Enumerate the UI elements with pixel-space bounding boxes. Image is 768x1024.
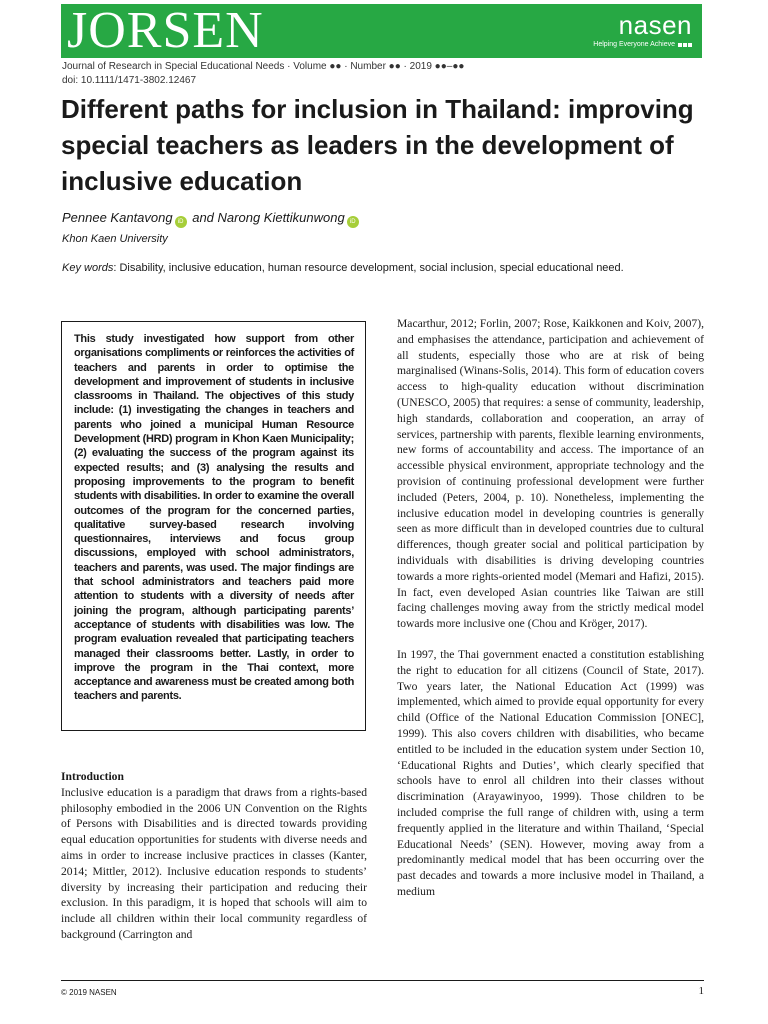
publisher-tagline-text: Helping Everyone Achieve [593, 41, 675, 48]
body-paragraph: Inclusive education is a paradigm that draws from a rights-based philosophy embodied in the 2006 UN Convention on the Rights of Persons with Disabilities and is directed towards providing equal education opportunities for students with diverse needs and aims in order to increase inclusive practices in classes (Kanter, 2014; Mittler, 2012). Inclusive education responds to students’ diversity by increasing their participation and reducing their exclusion. In this paradigm, it is hoped that schools will aim to include all children within their local community regardless of background (Carrington and [61, 785, 367, 941]
abstract-text: This study investigated how support from other organisations compliments or reinforces the activities of teachers and parents in order to optimise the development and improvement of students in inclusive classrooms in Thailand. The objectives of this study include: (1) investigating the changes in teachers and parents who joined a municipal Human Resource Development (HRD) program in Khon Kaen Municipality; (2) evaluating the success of the program against its expected results; and (3) analysing the results and proposing improvements to the program to benefit students with disabilities. In order to examine the overall outcomes of the program for the concerned parties, qualitative survey-based research involving questionnaires, interviews and focus group discussions, employed with school administrators, teachers and parents, was used. The major findings are that school administrators and teachers paid more attention to students with a diversity of needs after joining the program, although participating parents’ acceptance of students with disabilities was low. The program evaluation revealed that participating teachers managed their classrooms better. Lastly, in order to improve the program in the Thai context, more acceptance and awareness must be created among both teachers and parents. [74, 333, 354, 703]
author-joiner: and [188, 210, 218, 225]
publisher-logo-wordmark: nasen [618, 10, 692, 40]
keywords [62, 261, 702, 276]
publisher-logo [580, 12, 692, 49]
article-meta [62, 60, 464, 88]
footer-divider [61, 980, 704, 981]
journal-citation-line: Journal of Research in Special Educational Needs · Volume ●● · Number ●● · 2019 ●●–●● [62, 61, 465, 72]
body-paragraph: In 1997, the Thai government enacted a constitution establishing the right to education for all citizens (Council of State, 2017). Two years later, the National Education Act (1999) was implemented, which aimed to provide equal opportunity for every child (Office of the National Education Commission [ONEC], 1999). This also covers children with disabilities, who became entitled to be included in the education system under Section 10, ‘Educational Rights and Duties’, which clearly specified that schools have to enrol all children into their classes without discrimination (Arayawinyoo, 1999). Those children to be included comprise the full range of children with, using a term frequently applied in the literature and within Thailand, ‘Special Educational Needs’ (SEN). However, moving away from a predominantly medical model that has been occurring over the past decades and towards a more inclusive model in Thailand, a medium [397, 647, 704, 898]
body-column-right [397, 316, 704, 900]
publisher-tagline [580, 40, 692, 49]
keywords-list: : Disability, inclusive education, human resource development, social inclusion, special educational need. [113, 262, 624, 274]
page-number: 1 [698, 985, 704, 997]
author-name[interactable]: Narong Kiettikunwong [217, 210, 345, 225]
author-list [62, 209, 361, 228]
section-heading: Introduction [61, 770, 124, 783]
orcid-icon[interactable]: iD [347, 216, 359, 228]
tagline-dots-icon [678, 43, 692, 47]
orcid-icon[interactable]: iD [175, 216, 187, 228]
body-paragraph: Macarthur, 2012; Forlin, 2007; Rose, Kaikkonen and Koiv, 2007), and emphasises the attendance, participation and achievement of all students, especially those who are at risk of being marginalised (Winans-Solis, 2014). This form of education covers access to high-quality education without discrimination (UNESCO, 2005) that requires: a sense of community, leadership, high standards, collaboration and cooperation, an array of services, partnership with parents, flexible learning environments, new forms of accountability and access. The importance of an accessible physical environment, appropriate technology and the provision of continuing professional development were further included (Peters, 2004, p. 10). Nonetheless, implementing the inclusive education model in developing countries is generally seen as more difficult than in developed countries due to cultural differences, though greater social and political participation by individuals with disabilities is driving developing countries towards a more rights-oriented model (Memari and Hafizi, 2015). In fact, even developed Asian countries like Taiwan are still facing challenges moving away from the strictly medical model towards more inclusive one (Chou and Kröger, 2017). [397, 317, 704, 631]
author-affiliation: Khon Kaen University [62, 233, 168, 245]
body-column-left [61, 769, 367, 943]
author-name[interactable]: Pennee Kantavong [62, 210, 173, 225]
journal-logo: JORSEN [67, 2, 264, 59]
doi: doi: 10.1111/1471-3802.12467 [62, 75, 197, 86]
article-title: Different paths for inclusion in Thailand: improving special teachers as leaders in the development of inclusive education [61, 94, 694, 196]
journal-banner [61, 4, 702, 58]
keywords-label: Key words [62, 262, 114, 274]
abstract-box [61, 321, 366, 731]
footer-copyright: © 2019 NASEN [61, 988, 117, 997]
